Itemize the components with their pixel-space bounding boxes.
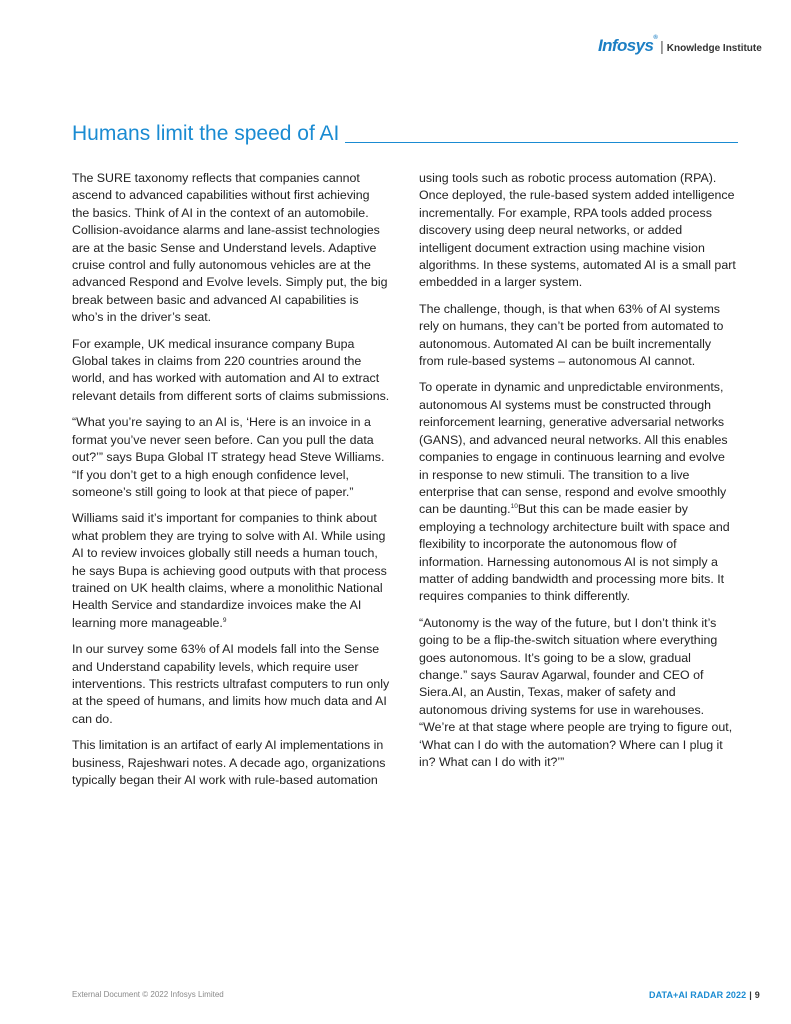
page-title: Humans limit the speed of AI [72, 122, 340, 145]
infosys-knowledge-institute-logo [598, 36, 762, 56]
paragraph: For example, UK medical insurance company Bupa Global takes in claims from 220 countries around the world, and has worked with automation and AI to extract relevant details from different sorts of claims submissions. [72, 336, 390, 403]
right-text-column [419, 170, 737, 780]
infosys-brand: Infosys® [598, 35, 658, 55]
paragraph-text: Williams said it’s important for companies to think about what problem they are trying to solve with AI. While using AI to review invoices globally still needs a human touch, he says Bupa is achieving good outputs with that process trained on UK health claims, where a monolithic National Health Service and standardize invoices make the AI learning more manageable. [72, 511, 387, 630]
paragraph-with-footnote [72, 510, 390, 632]
footer-page-info [649, 990, 760, 1000]
paragraph: The SURE taxonomy reflects that companies cannot ascend to advanced capabilities without first achieving the basics. Think of AI in the context of an automobile. Collision-avoidance alarms and lane-assist technologies are at the basic Sense and Understand levels. Adaptive cruise control and fully autonomous vehicles are at the advanced Respond and Evolve levels. Simply put, the big break between basic and advanced AI capabilities is who’s in the driver’s seat. [72, 171, 388, 325]
section-heading [72, 121, 738, 147]
paragraph: The challenge, though, is that when 63% of AI systems rely on humans, they can’t be ported from automated to autonomous. Automated AI can be built incrementally from rule-based systems – autonomous AI cannot. [419, 301, 724, 369]
paragraph-with-footnote [419, 379, 737, 605]
knowledge-institute-label: Knowledge Institute [666, 43, 762, 54]
paragraph: In our survey some 63% of AI models fall into the Sense and Understand capability levels, which require user interventions. This restricts ultrafast computers to run only at the speed of humans, and limits how much data and AI can do. [72, 642, 390, 726]
footer-document-label: External Document © 2022 Infosys Limited [72, 990, 224, 999]
paragraph-text-continued: But this can be made easier by employing a technology architecture built with space and flexibility to incorporate the autonomous flow of information. Harnessing autonomous AI is not simply a matter of adding bandwidth and processing more bits. It requires companies to think differently. [419, 502, 730, 604]
paragraph-text: To operate in dynamic and unpredictable environments, autonomous AI systems must be constructed through reinforcement learning, generative adversarial networks (GANS), and advanced neural networks. All this enables companies to engage in continuous learning and evolve in response to new stimuli. The transition to a live enterprise that can sense, respond and evolve smoothly can be daunting. [419, 380, 728, 517]
left-text-column [72, 170, 390, 798]
paragraph: “What you’re saying to an AI is, ‘Here is an invoice in a format you’ve never seen before. Can you pull the data out?’” says Bupa Global IT strategy head Steve Williams. “If you don’t get to a high enough confidence level, someone’s still going to look at that piece of paper.” [72, 415, 385, 499]
footnote-marker: 10 [510, 503, 518, 511]
paragraph: This limitation is an artifact of early AI implementations in business, Rajeshwari notes. A decade ago, organizations typically began their AI work with rule-based automation [72, 738, 386, 787]
paragraph: “Autonomy is the way of the future, but I don’t think it’s going to be a flip-the-switch situation where everything goes autonomous. It’s going to be a slow, gradual change.” says Saurav Agarwal, founder and CEO of Siera.AI, an Austin, Texas, maker of safety and autonomous driving systems for use in warehouses. “We’re at that stage where people are trying to figure out, ‘What can I do with the automation? Where can I plug it in? What can I do with it?’” [419, 615, 733, 769]
footer-report-name: DATA+AI RADAR 2022 [649, 990, 747, 1000]
page-number: 9 [754, 990, 760, 1000]
logo-separator: | [660, 38, 664, 54]
paragraph: using tools such as robotic process automation (RPA). Once deployed, the rule-based system added intelligence incrementally. For example, RPA tools added process discovery using deep neural networks, or added intelligent document extraction using machine vision algorithms. In these systems, automated AI is a small part embedded in a larger system. [419, 171, 736, 290]
title-underline [345, 142, 738, 143]
footer-separator: | [749, 990, 752, 1000]
footnote-marker: 9 [222, 616, 227, 624]
